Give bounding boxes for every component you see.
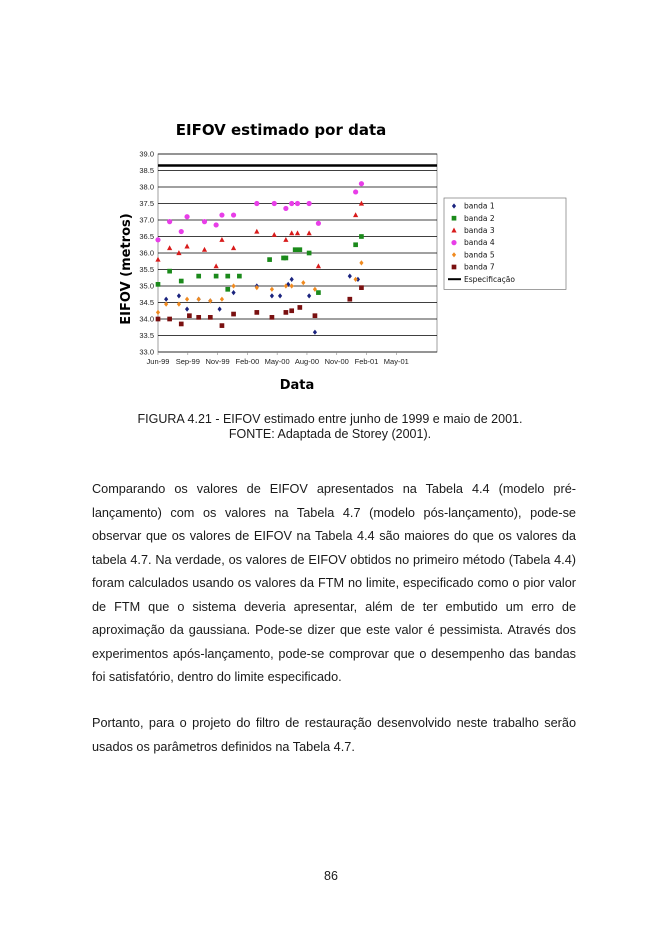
- data-point: [179, 229, 184, 234]
- data-point: [359, 285, 364, 290]
- legend-marker: [452, 216, 457, 221]
- legend-label: Especificação: [464, 274, 515, 284]
- data-point: [237, 274, 242, 279]
- data-point: [167, 269, 172, 274]
- data-point: [155, 237, 160, 242]
- legend-label: banda 3: [464, 226, 495, 235]
- y-axis-ticks: [139, 150, 154, 357]
- data-point: [313, 313, 318, 318]
- y-tick-label: 36.0: [139, 248, 154, 258]
- data-point: [316, 221, 321, 226]
- data-point: [353, 242, 358, 247]
- legend-label: banda 4: [464, 238, 495, 248]
- data-point: [284, 310, 289, 315]
- x-tick-label: Nov-99: [205, 357, 230, 366]
- data-point: [359, 181, 364, 186]
- data-point: [293, 247, 298, 252]
- legend-label: banda 1: [464, 201, 495, 211]
- legend-marker: [452, 265, 457, 270]
- data-point: [231, 212, 236, 217]
- data-point: [267, 257, 272, 262]
- data-point: [167, 219, 172, 224]
- x-axis-title: Data: [279, 378, 315, 393]
- data-point: [179, 279, 184, 284]
- data-point: [289, 201, 294, 206]
- data-point: [270, 315, 275, 320]
- x-tick-label: Jun-99: [146, 357, 170, 366]
- data-point: [214, 274, 219, 279]
- y-tick-label: 38.0: [139, 182, 154, 192]
- x-tick-label: Aug-00: [294, 357, 320, 366]
- data-point: [254, 310, 259, 315]
- x-axis-ticks: [147, 352, 409, 366]
- x-tick-label: Sep-99: [175, 357, 200, 366]
- chart-legend: [444, 198, 566, 289]
- y-tick-label: 33.5: [139, 331, 154, 340]
- chart-title: EIFOV estimado por data: [175, 121, 387, 139]
- data-point: [297, 305, 302, 310]
- eifov-chart: [92, 112, 568, 402]
- data-point: [156, 317, 161, 322]
- legend-label: banda 7: [464, 262, 495, 272]
- figure-source: FONTE: Adaptada de Storey (2001).: [228, 427, 432, 441]
- y-tick-label: 33.0: [139, 347, 154, 357]
- y-tick-label: 39.0: [139, 149, 154, 159]
- y-tick-label: 34.5: [139, 298, 154, 307]
- data-point: [307, 201, 312, 206]
- data-point: [219, 212, 224, 217]
- data-point: [295, 201, 300, 206]
- y-tick-label: 37.0: [139, 215, 154, 225]
- data-point: [220, 323, 225, 328]
- y-tick-label: 35.5: [139, 265, 154, 274]
- data-point: [283, 206, 288, 211]
- legend-label: banda 2: [464, 213, 495, 223]
- y-tick-label: 36.5: [139, 232, 154, 241]
- data-point: [156, 282, 161, 287]
- data-point: [196, 315, 201, 320]
- data-point: [284, 256, 289, 261]
- x-tick-label: Nov-00: [324, 357, 349, 366]
- data-point: [225, 287, 230, 292]
- x-tick-label: May-00: [264, 357, 290, 366]
- data-point: [196, 274, 201, 279]
- data-point: [187, 313, 192, 318]
- x-tick-label: Feb-00: [235, 357, 260, 366]
- page-number: 86: [324, 869, 338, 883]
- data-point: [179, 322, 184, 327]
- legend-marker: [451, 240, 456, 245]
- data-point: [167, 317, 172, 322]
- data-point: [231, 312, 236, 317]
- data-point: [202, 219, 207, 224]
- data-point: [347, 297, 352, 302]
- legend-label: banda 5: [464, 250, 495, 260]
- data-point: [208, 315, 213, 320]
- data-point: [225, 274, 230, 279]
- y-tick-label: 34.0: [139, 314, 154, 324]
- data-point: [359, 234, 364, 239]
- data-point: [254, 201, 259, 206]
- x-tick-label: Feb-01: [354, 357, 379, 366]
- figure-caption: FIGURA 4.21 - EIFOV estimado entre junho de 1999 e maio de 2001.: [137, 412, 523, 426]
- y-tick-label: 35.0: [139, 281, 154, 291]
- data-point: [316, 290, 321, 295]
- y-axis-title: EIFOV (metros): [119, 213, 134, 325]
- data-point: [307, 251, 312, 256]
- data-point: [297, 247, 302, 252]
- body-paragraph-1: Comparando os valores de EIFOV apresentados na Tabela 4.4 (modelo pré-lançamento) com os valores na Tabela 4.7 (modelo pós-lançamento), pode-se observar que os valores de EIFOV na Tabela 4.4 são maiores do que os valores da tabela 4.7. Na verdade, os valores de EIFOV obtidos no primeiro método (Tabela 4.4) foram calculados usando os valores da FTM no limite, especificado como o pior valor de FTM que o sistema deveria apresentar, além de ter embutido um erro de aproximação da gaussiana. Pode-se dizer que este valor é pessimista. Através dos experimentos após-lançamento, pode-se comprovar que o desempenho das bandas foi satisfatório, dentro do limite especificado.: [92, 482, 576, 684]
- data-point: [184, 214, 189, 219]
- y-tick-label: 37.5: [139, 199, 154, 208]
- data-point: [272, 201, 277, 206]
- x-tick-label: May-01: [383, 357, 409, 366]
- body-paragraph-2: Portanto, para o projeto do filtro de restauração desenvolvido neste trabalho serão usados os parâmetros definidos na Tabela 4.7.: [92, 716, 576, 754]
- data-point: [214, 222, 219, 227]
- data-point: [353, 189, 358, 194]
- data-point: [289, 308, 294, 313]
- y-tick-label: 38.5: [139, 166, 154, 175]
